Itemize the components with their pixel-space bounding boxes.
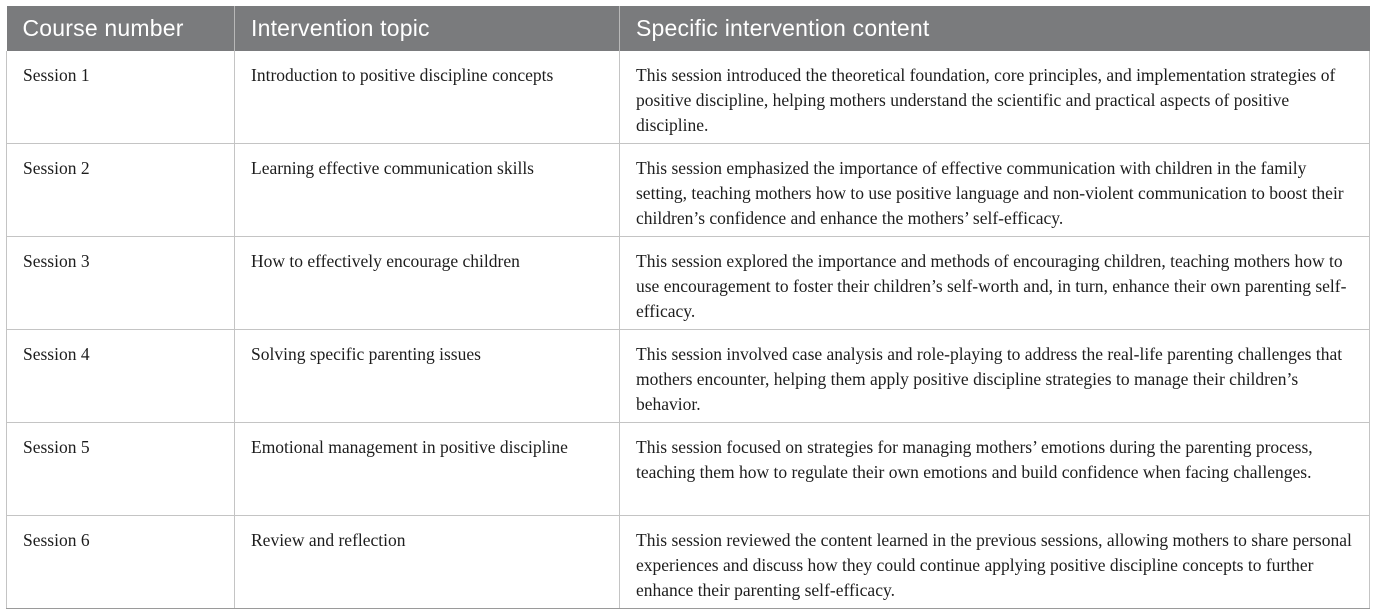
cell-course-number: Session 5 xyxy=(7,423,235,516)
cell-course-number: Session 2 xyxy=(7,144,235,237)
cell-content: This session emphasized the importance of effective communication with children in the family setting, teaching mothers how to use positive language and non-violent communication to boost their children’s confidence and enhance the mothers’ self-efficacy. xyxy=(620,144,1370,237)
cell-topic: Learning effective communication skills xyxy=(235,144,620,237)
cell-topic: Solving specific parenting issues xyxy=(235,330,620,423)
table-row xyxy=(7,144,1370,237)
table-body xyxy=(7,51,1370,609)
cell-course-number: Session 6 xyxy=(7,516,235,609)
table-row xyxy=(7,51,1370,144)
cell-content: This session introduced the theoretical foundation, core principles, and implementation strategies of positive discipline, helping mothers understand the scientific and practical aspects of positive discipline. xyxy=(620,51,1370,144)
cell-topic: Introduction to positive discipline concepts xyxy=(235,51,620,144)
cell-topic: How to effectively encourage children xyxy=(235,237,620,330)
table-row xyxy=(7,330,1370,423)
cell-content: This session involved case analysis and role-playing to address the real-life parenting challenges that mothers encounter, helping them apply positive discipline strategies to manage their children’s behavior. xyxy=(620,330,1370,423)
intervention-table xyxy=(6,6,1370,609)
table-row xyxy=(7,423,1370,516)
table-row xyxy=(7,516,1370,609)
cell-topic: Review and reflection xyxy=(235,516,620,609)
cell-course-number: Session 4 xyxy=(7,330,235,423)
cell-course-number: Session 3 xyxy=(7,237,235,330)
intervention-table-container xyxy=(6,6,1369,609)
cell-course-number: Session 1 xyxy=(7,51,235,144)
cell-topic: Emotional management in positive discipline xyxy=(235,423,620,516)
cell-content: This session focused on strategies for managing mothers’ emotions during the parenting process, teaching them how to regulate their own emotions and build confidence when facing challenges. xyxy=(620,423,1370,516)
table-header xyxy=(7,6,1370,51)
header-intervention-topic: Intervention topic xyxy=(235,6,620,51)
header-specific-content: Specific intervention content xyxy=(620,6,1370,51)
table-row xyxy=(7,237,1370,330)
header-course-number: Course number xyxy=(7,6,235,51)
cell-content: This session explored the importance and methods of encouraging children, teaching mothers how to use encouragement to foster their children’s self-worth and, in turn, enhance their own parenting self-efficacy. xyxy=(620,237,1370,330)
cell-content: This session reviewed the content learned in the previous sessions, allowing mothers to share personal experiences and discuss how they could continue applying positive discipline concepts to further enhance their parenting self-efficacy. xyxy=(620,516,1370,609)
header-row xyxy=(7,6,1370,51)
